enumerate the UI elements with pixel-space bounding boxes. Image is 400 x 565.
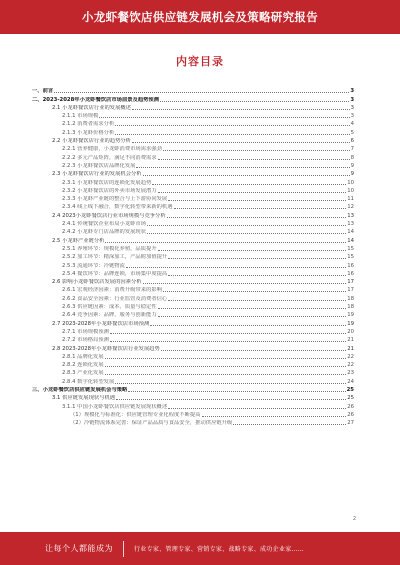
toc-entry-page: 26 <box>347 411 354 418</box>
toc-entry-page: 14 <box>347 237 354 244</box>
toc-entry-page: 4 <box>350 121 354 128</box>
toc-entry[interactable] <box>32 144 354 152</box>
toc-entry-text: 2.2.3 小龙虾餐饮店品牌化发展 <box>62 162 136 169</box>
toc-entry-page: 25 <box>346 386 354 393</box>
toc-entry[interactable] <box>32 103 354 111</box>
toc-entry-page: 24 <box>347 378 354 385</box>
toc-leader-dots <box>158 250 347 251</box>
toc-entry[interactable] <box>32 318 354 326</box>
report-footer <box>0 532 400 565</box>
toc-entry[interactable] <box>32 152 354 160</box>
toc-entry-page: 3 <box>350 113 354 120</box>
toc-entry-text: （2）冷链物流体系完善：保证产品品质与食品安全，推动供应链升级 <box>70 420 233 427</box>
toc-entry[interactable] <box>32 293 354 301</box>
toc-entry[interactable] <box>32 343 354 351</box>
toc-entry[interactable] <box>32 401 354 409</box>
toc-entry-text: 2.7.1 市场规模预测 <box>62 328 109 335</box>
toc-leader-dots <box>115 125 349 126</box>
toc-leader-dots <box>110 333 346 334</box>
toc-leader-dots <box>174 208 347 209</box>
toc-entry-page: 3 <box>350 104 354 111</box>
toc-entry-text: 2.5.2 加工环节：精深加工，产品附加值提升 <box>62 254 168 261</box>
toc-entry-page: 18 <box>347 304 354 311</box>
report-header <box>0 0 400 34</box>
toc-leader-dots <box>202 416 347 417</box>
toc-leader-dots <box>136 167 349 168</box>
toc-leader-dots <box>105 366 347 367</box>
toc-entry-text: 二、2023-2028年小龙虾餐饮店市场前景及趋势预测 <box>32 96 160 103</box>
toc-entry[interactable] <box>32 194 354 202</box>
toc-entry[interactable] <box>32 410 354 418</box>
toc-entry-text: 2.8.4 数字化转型发展 <box>62 378 115 385</box>
toc-entry-text: 2.5.4 餐饮环节：品牌连锁，市场集中度提高 <box>62 270 168 277</box>
toc-entry-page: 11 <box>347 196 354 203</box>
toc-entry-page: 12 <box>347 204 354 211</box>
toc-entry-page: 14 <box>347 229 354 236</box>
toc-entry-text: 2.8.1 品牌化发展 <box>62 353 104 360</box>
toc-leader-dots <box>168 408 346 409</box>
footer-divider <box>123 541 124 557</box>
toc-entry-page: 22 <box>347 353 354 360</box>
toc-entry-text: 2.1 小龙虾餐饮店行业的发展概述 <box>52 104 131 111</box>
toc-entry-page: 10 <box>347 179 354 186</box>
toc-entry-page: 21 <box>347 337 354 344</box>
toc-entry-page: 16 <box>347 262 354 269</box>
toc-entry[interactable] <box>32 335 354 343</box>
toc-entry-text: 2.6.1 宏观经济因素：消费升级带来的影响 <box>62 287 162 294</box>
toc-entry-text: 2.4 2023小龙虾餐饮店行业市场规模与竞争分析 <box>52 212 166 219</box>
toc-entry[interactable] <box>32 244 354 252</box>
toc-leader-dots <box>161 350 346 351</box>
toc-leader-dots <box>167 217 347 218</box>
toc-entry[interactable] <box>32 210 354 218</box>
toc-entry-text: 2.4.2 小龙虾专门店品牌的发展现状 <box>62 229 147 236</box>
toc-entry-text: 2.8.2 连锁化发展 <box>62 362 104 369</box>
toc-leader-dots <box>54 92 349 93</box>
toc-entry-text: 2.2.2 多元产品矩阵，满足不同消费需求 <box>62 154 157 161</box>
toc-entry-page: 7 <box>350 146 354 153</box>
toc-leader-dots <box>105 374 347 375</box>
toc-entry-text: 3.1 供应链发展现状与机遇 <box>52 395 116 402</box>
toc-entry-page: 5 <box>350 129 354 136</box>
toc-entry[interactable] <box>32 127 354 135</box>
toc-leader-dots <box>168 300 346 301</box>
toc-entry-text: 2.3.4 线上线下融合，数字化转型带来新的机遇 <box>62 204 173 211</box>
toc-entry-text: 2.6.2 食品安全因素：行业监管及消费者信心 <box>62 295 168 302</box>
toc-entry-page: 20 <box>347 328 354 335</box>
toc-entry-page: 9 <box>350 171 354 178</box>
toc-entry-text: 2.5.1 养殖环节：规模化养殖，品质提升 <box>62 245 157 252</box>
toc-entry[interactable] <box>32 252 354 260</box>
toc-entry[interactable] <box>32 219 354 227</box>
toc-heading: 内容目录 <box>176 55 224 68</box>
toc-entry[interactable] <box>32 393 354 401</box>
toc-entry-page: 19 <box>347 312 354 319</box>
toc-entry-text: （1）规模化与标准化：供应链管理专业化程度不断提高 <box>70 411 201 418</box>
toc-entry-text: 2.2 小龙虾餐饮店行业的趋势分析 <box>52 138 131 145</box>
page-number: 2 <box>352 516 356 522</box>
toc-entry[interactable] <box>32 94 354 102</box>
toc-leader-dots <box>143 175 350 176</box>
toc-entry-page: 17 <box>347 287 354 294</box>
toc-entry[interactable] <box>32 227 354 235</box>
toc-leader-dots <box>115 134 349 135</box>
toc-leader-dots <box>168 200 346 201</box>
toc-entry-page: 6 <box>350 138 354 145</box>
toc-entry[interactable] <box>32 186 354 194</box>
toc-entry-page: 9 <box>350 162 354 169</box>
toc-entry-text: 2.8.3 产业化发展 <box>62 370 104 377</box>
toc-leader-dots <box>116 399 346 400</box>
toc-leader-dots <box>158 308 347 309</box>
toc-leader-dots <box>126 267 346 268</box>
toc-leader-dots <box>168 258 346 259</box>
table-of-contents <box>32 86 354 426</box>
toc-leader-dots <box>99 117 349 118</box>
toc-entry-page: 8 <box>350 154 354 161</box>
toc-leader-dots <box>158 316 347 317</box>
toc-leader-dots <box>128 391 345 392</box>
toc-entry-text: 2.1.2 消费者需求分析 <box>62 121 115 128</box>
toc-entry-text: 3.1.1 中国小龙虾餐饮店供应链发展现状概述 <box>62 403 168 410</box>
toc-entry[interactable] <box>32 111 354 119</box>
toc-entry[interactable] <box>32 327 354 335</box>
toc-entry-page: 15 <box>347 254 354 261</box>
toc-entry[interactable] <box>32 418 354 426</box>
toc-entry[interactable] <box>32 368 354 376</box>
toc-entry-text: 一、前言 <box>32 88 54 95</box>
toc-entry-text: 2.3.3 小龙虾产业链的整合与上下游协同发展 <box>62 196 168 203</box>
toc-entry[interactable] <box>32 260 354 268</box>
toc-entry-text: 2.6.4 竞争因素：品牌、服务与创新能力 <box>62 312 157 319</box>
toc-leader-dots <box>110 341 346 342</box>
footer-tagline: 行业专家、管理专家、营销专家、战略专家、成功企业家…… <box>134 546 305 553</box>
report-title: 小龙虾餐饮店供应链发展机会及策略研究报告 <box>82 10 318 24</box>
toc-leader-dots <box>168 275 346 276</box>
toc-entry-text: 2.7.2 市场格局预测 <box>62 337 109 344</box>
toc-entry-text: 2.5.3 流通环节：冷链物流 <box>62 262 125 269</box>
toc-leader-dots <box>163 150 350 151</box>
toc-entry[interactable] <box>32 302 354 310</box>
toc-entry-text: 2.1.3 小龙虾价格分析 <box>62 129 115 136</box>
toc-leader-dots <box>160 101 349 102</box>
toc-entry[interactable] <box>32 277 354 285</box>
toc-leader-dots <box>115 383 346 384</box>
toc-entry-text: 2.8 2023-2028年小龙虾餐饮店行业发展趋势 <box>52 345 160 352</box>
toc-entry-text: 2.5 小龙虾产业链分析 <box>52 237 105 244</box>
toc-entry-page: 26 <box>347 403 354 410</box>
toc-entry-page: 13 <box>347 212 354 219</box>
toc-entry-page: 3 <box>350 88 354 95</box>
toc-entry[interactable] <box>32 177 354 185</box>
toc-entry[interactable] <box>32 360 354 368</box>
toc-entry-text: 2.3.2 小龙虾餐饮店的外卖市场发展潜力 <box>62 187 157 194</box>
toc-leader-dots <box>105 242 346 243</box>
toc-entry-page: 22 <box>347 362 354 369</box>
footer-slogan: 让每个人都能成为 <box>45 544 113 553</box>
toc-entry[interactable] <box>32 285 354 293</box>
toc-entry-page: 25 <box>347 395 354 402</box>
toc-entry-text: 2.3.1 小龙虾餐饮店的连锁化发展趋势 <box>62 179 152 186</box>
toc-leader-dots <box>147 225 346 226</box>
toc-leader-dots <box>147 233 346 234</box>
toc-entry-page: 13 <box>347 221 354 228</box>
toc-entry-page: 21 <box>347 345 354 352</box>
toc-entry-page: 17 <box>347 279 354 286</box>
toc-entry-page: 3 <box>350 96 354 103</box>
toc-leader-dots <box>163 291 346 292</box>
toc-leader-dots <box>233 424 346 425</box>
toc-entry[interactable] <box>32 119 354 127</box>
toc-entry[interactable] <box>32 169 354 177</box>
toc-entry-text: 2.7 2023-2028年小龙虾餐饮店市场预测 <box>52 320 150 327</box>
toc-entry-text: 2.2.1 营养健康，小龙虾消费市场需求强劲 <box>62 146 162 153</box>
toc-leader-dots <box>150 325 346 326</box>
toc-entry[interactable] <box>32 352 354 360</box>
toc-entry-page: 27 <box>347 420 354 427</box>
toc-entry-page: 19 <box>347 320 354 327</box>
toc-entry-text: 2.6 影响小龙虾餐饮店发展的因素分析 <box>52 279 142 286</box>
toc-entry[interactable] <box>32 86 354 94</box>
toc-entry[interactable] <box>32 136 354 144</box>
toc-entry-text: 2.1.1 市场规模 <box>62 113 99 120</box>
toc-entry-text: 2.3 小龙虾餐饮店行业的发展机会分析 <box>52 171 142 178</box>
toc-leader-dots <box>158 192 347 193</box>
toc-leader-dots <box>143 283 347 284</box>
toc-entry[interactable] <box>32 161 354 169</box>
toc-leader-dots <box>132 109 350 110</box>
toc-entry[interactable] <box>32 269 354 277</box>
toc-entry[interactable] <box>32 376 354 384</box>
toc-entry-text: 2.6.3 供应链因素：成本、质量与稳定性 <box>62 304 157 311</box>
toc-entry[interactable] <box>32 310 354 318</box>
toc-entry[interactable] <box>32 385 354 393</box>
toc-entry-page: 15 <box>347 245 354 252</box>
toc-entry-text: 2.4.1 传统餐饮企业布局小龙虾市场 <box>62 221 147 228</box>
toc-entry-page: 16 <box>347 270 354 277</box>
toc-entry[interactable] <box>32 235 354 243</box>
toc-entry-page: 18 <box>347 295 354 302</box>
toc-entry-page: 23 <box>347 370 354 377</box>
toc-leader-dots <box>105 358 347 359</box>
toc-leader-dots <box>132 142 350 143</box>
toc-entry-text: 三、小龙虾餐饮店供应链发展机会与策略 <box>32 386 128 393</box>
toc-leader-dots <box>158 159 350 160</box>
toc-entry[interactable] <box>32 202 354 210</box>
toc-leader-dots <box>152 184 346 185</box>
toc-entry-page: 10 <box>347 187 354 194</box>
